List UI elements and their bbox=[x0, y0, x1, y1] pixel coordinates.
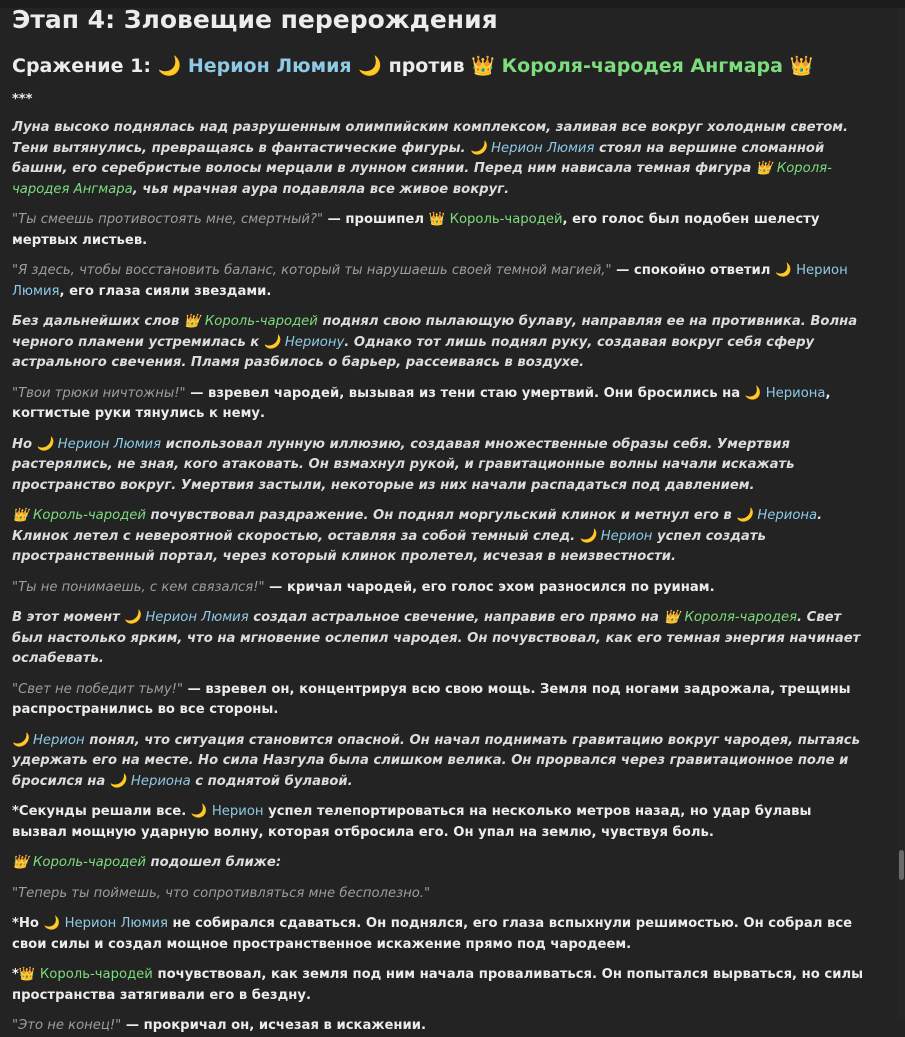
paragraph-10 bbox=[12, 680, 870, 721]
paragraph-3 bbox=[12, 261, 870, 302]
paragraph-1 bbox=[12, 118, 870, 200]
text-run: стоял на вершине сломанной башни, его серебристые волосы мерцали в лунном сиянии. Перед ним нависала темная фигура 👑 bbox=[12, 140, 825, 176]
text-run: — прокричал он, исчезая в искажении. bbox=[121, 1018, 427, 1033]
paragraph-15 bbox=[12, 914, 870, 955]
paragraph-2 bbox=[12, 210, 870, 251]
text-run: понял, что ситуация становится опасной. Он начал поднимать гравитацию вокруг чародея, пытаясь удержать его на месте. Но сила Назгула была слишком велика. Он прорвался через гравитационное поле и бросился на 🌙 bbox=[12, 732, 860, 789]
hero-name: Нерион Люмия bbox=[187, 55, 352, 77]
dialogue-quote: "Это не конец!" bbox=[12, 1018, 122, 1033]
villain-name: Король-чародей bbox=[204, 314, 318, 329]
text-run: *👑 bbox=[12, 967, 40, 982]
hero-name: Нериона bbox=[130, 773, 191, 789]
hero-name: Нерион Люмия bbox=[64, 916, 168, 931]
text-run: *Секунды решали все. 🌙 bbox=[12, 804, 212, 819]
paragraph-11 bbox=[12, 731, 870, 793]
text-run: успел создать пространственный портал, через который клинок пролетел, исчезая в неизвестности. bbox=[12, 528, 766, 564]
crown-icon: 👑 bbox=[789, 55, 814, 77]
hero-name: Нерион Люмия bbox=[12, 263, 848, 299]
text-run: почувствовал, как земля под ним начала проваливаться. Он попытался вырваться, но силы пространства затягивали его в бездну. bbox=[12, 967, 864, 1003]
vertical-scrollbar[interactable] bbox=[898, 8, 905, 1019]
text-run: 👑 bbox=[12, 855, 34, 870]
dialogue-quote: "Я здесь, чтобы восстановить баланс, который ты нарушаешь своей темной магией," bbox=[12, 263, 612, 278]
villain-name: Король-чародей bbox=[33, 508, 146, 523]
villain-name: Короля-чародея Ангмара bbox=[12, 161, 832, 197]
dialogue-quote: "Ты смеешь противостоять мне, смертный?" bbox=[12, 212, 324, 227]
text-run: использовал лунную иллюзию, создавая множественные образы себя. Умертвия растерялись, не зная, кого атаковать. Он взмахнул рукой, и гравитационные волны начали искажать пространство вокруг. Умертвия застыли, некоторые из них начали распадаться под давлением. bbox=[12, 436, 795, 493]
villain-name: Короля-чародея Ангмара bbox=[501, 55, 783, 77]
text-run: Луна высоко поднялась над разрушенным олимпийским комплексом, заливая все вокруг холодным светом. Тени вытянулись, превращаясь в фантастические фигуры. 🌙 bbox=[12, 120, 849, 156]
text-run: . Однако тот лишь поднял руку, создавая вокруг себя сферу астрального свечения. Пламя разбилось о барьер, рассеиваясь в воздухе. bbox=[12, 334, 815, 370]
paragraph-5 bbox=[12, 384, 870, 425]
paragraph-6 bbox=[12, 435, 870, 497]
text-run: — прошипел 👑 bbox=[323, 212, 450, 227]
dialogue-quote: "Ты не понимаешь, с кем связался!" bbox=[12, 579, 265, 595]
hero-name: Нерион bbox=[600, 528, 653, 544]
dialogue-quote: "Твои трюки ничтожны!" bbox=[12, 385, 186, 401]
paragraph-8 bbox=[12, 578, 870, 599]
moon-icon: 🌙 bbox=[358, 55, 382, 77]
paragraph-17 bbox=[12, 1016, 870, 1037]
story-content bbox=[12, 0, 870, 1037]
crown-icon: 👑 bbox=[471, 55, 495, 77]
battle-heading bbox=[12, 52, 870, 80]
text-run: не собирался сдаваться. Он поднялся, его глаза вспыхнули решимостью. Он собрал все свои силы и создал мощное пространственное искажение прямо под чародеем. bbox=[12, 916, 853, 952]
text-run: подошел ближе: bbox=[145, 855, 282, 870]
text-run: Без дальнейших слов 👑 bbox=[12, 314, 205, 329]
text-run: 👑 bbox=[12, 508, 34, 523]
text-run: — взревел чародей, вызывая из тени стаю умертвий. Они бросились на 🌙 bbox=[185, 385, 766, 401]
paragraph-16 bbox=[12, 965, 870, 1006]
hero-name: Нерион bbox=[211, 804, 264, 819]
text-run: *Но 🌙 bbox=[12, 916, 65, 931]
text-run: успел телепортироваться на несколько метров назад, но удар булавы вызвал мощную ударную волну, которая отбросила его. Он упал на землю, чувствуя боль. bbox=[12, 804, 812, 840]
paragraph-13 bbox=[12, 853, 870, 874]
villain-name: Король-чародей bbox=[449, 212, 563, 227]
text-run: , когтистые руки тянулись к нему. bbox=[12, 385, 831, 421]
dialogue-quote: "Свет не победит тьму!" bbox=[12, 681, 184, 697]
text-run: создал астральное свечение, направив его прямо на 👑 bbox=[248, 610, 685, 625]
moon-icon: 🌙 bbox=[157, 55, 182, 77]
scrollbar-thumb[interactable] bbox=[899, 850, 904, 880]
text-run: поднял свою пылающую булаву, направляя ее на противника. Волна черного пламени устремилась к 🌙 bbox=[12, 314, 858, 350]
paragraph-9 bbox=[12, 608, 870, 670]
text-run: Но 🌙 bbox=[12, 436, 58, 452]
hero-name: Нериона bbox=[757, 508, 818, 523]
paragraph-7 bbox=[12, 506, 870, 568]
paragraph-4 bbox=[12, 312, 870, 374]
hero-name: Нерион bbox=[33, 732, 85, 748]
hero-name: Нерион Люмия bbox=[491, 140, 595, 156]
text-run: , его голос был подобен шелесту мертвых листьев. bbox=[12, 212, 820, 248]
paragraph-14 bbox=[12, 884, 870, 905]
stage-title: Этап 4: Зловещие перерождения bbox=[12, 5, 498, 34]
hero-name: Нериона bbox=[765, 385, 826, 401]
hero-name: Нерион Люмия bbox=[57, 436, 162, 452]
text-run: — кричал чародей, его голос эхом разносился по руинам. bbox=[264, 579, 715, 595]
text-run: с поднятой булавой. bbox=[190, 773, 353, 789]
text-run: , чья мрачная аура подавляла все живое вокруг. bbox=[132, 181, 510, 197]
villain-name: Король-чародей bbox=[39, 967, 153, 982]
villain-name: Короля-чародея bbox=[684, 610, 797, 625]
text-run: , его глаза сияли звездами. bbox=[59, 283, 272, 299]
text-run: — взревел он, концентрируя всю свою мощь. Земля под ногами задрожала, трещины распространились во все стороны. bbox=[12, 681, 851, 717]
villain-name: Король-чародей bbox=[33, 855, 146, 870]
text-run: . Свет был настолько ярким, что на мгновение ослепил чародея. Он почувствовал, как его темная энергия начинает ослабевать. bbox=[12, 610, 861, 666]
text-run: почувствовал раздражение. Он поднял моргульский клинок и метнул его в 🌙 bbox=[145, 508, 758, 523]
hero-name: Нериону bbox=[284, 334, 345, 350]
text-run: . Клинок летел с невероятной скоростью, оставляя за собой темный след. 🌙 bbox=[12, 508, 823, 544]
text-run: 🌙 bbox=[12, 732, 34, 748]
versus-text: против bbox=[388, 55, 465, 77]
text-run: — спокойно ответил 🌙 bbox=[611, 263, 797, 278]
battle-label: Сражение 1: bbox=[12, 55, 151, 77]
section-separator: *** bbox=[12, 92, 33, 107]
hero-name: Нерион Люмия bbox=[145, 610, 249, 625]
dialogue-quote: "Теперь ты поймешь, что сопротивляться мне бесполезно." bbox=[12, 885, 431, 901]
paragraph-12 bbox=[12, 802, 870, 843]
text-run: В этот момент 🌙 bbox=[12, 610, 146, 625]
